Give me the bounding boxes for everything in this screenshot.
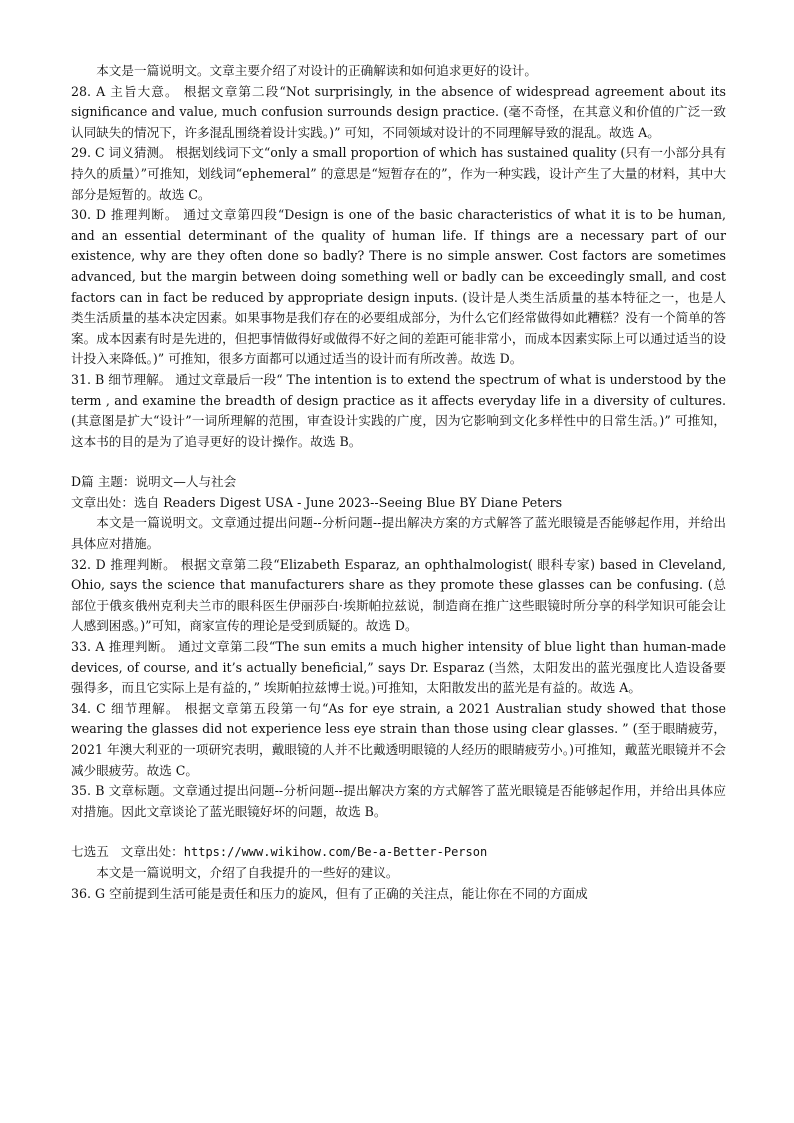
- answer-33: 33. A 推理判断。 通过文章第二段“The sun emits a much higher intensity of blue light than human-made devices, of course, and it’s actually beneficial,” says Dr. Esparaz (当然，太阳发出的蓝光强度比人造设备要强得多，而且它实际上是有益的，” 埃斯帕拉兹博士说。)可推知，太阳散发出的蓝光是有益的。故选 A。: [71, 639, 726, 696]
- answer-32: 32. D 推理判断。 根据文章第二段“Elizabeth Esparaz, an ophthalmologist( 眼科专家) based in Cleveland, Ohio, says the science that manufacturers share as they promote these glasses can be confusing. (总部位于俄亥俄州克利夫兰市的眼科医生伊丽莎白·埃斯帕拉兹说，制造商在推广这些眼镜时所分享的科学知识可能会让人感到困惑。)”可知，商家宣传的理论是受到质疑的。故选 D。: [71, 556, 726, 634]
- section-gap: [71, 452, 726, 472]
- section-gap: [71, 822, 726, 842]
- passage-d-header: D篇 主题：说明文—人与社会: [71, 474, 237, 490]
- document-page: [71, 61, 726, 904]
- passage-d-source: 文章出处：选自 Readers Digest USA - June 2023--Seeing Blue BY Diane Peters: [71, 494, 563, 510]
- answer-30: 30. D 推理判断。 通过文章第四段“Design is one of the basic characteristics of what it is to be human, and an essential determinant of the quality of human life. If things are a necessary part of our existence, why are they often done so badly? There is no simple answer. Cost factors are sometimes advanced, but the margin between doing something well or badly can be exceedingly small, and cost factors can in fact be reduced by appropriate design inputs. (设计是人类生活质量的基本特征之一，也是人类生活质量的基本决定因素。如果事物是我们存在的必要组成部分，为什么它们经常做得如此糟糕？没有一个简单的答案。成本因素有时是先进的，但把事情做得好或做得不好之间的差距可能非常小，而成本因素实际上可以通过适当的设计投入来降低。)” 可推知，很多方面都可以通过适当的设计而有所改善。故选 D。: [71, 207, 726, 367]
- answer-28: 28. A 主旨大意。 根据文章第二段“Not surprisingly, in the absence of widespread agreement about its significance and value, much confusion surrounds design practice. (毫不奇怪，在其意义和价值的广泛一致认同缺失的情况下，许多混乱围绕着设计实践。)” 可知，不同领域对设计的不同理解导致的混乱。故选 A。: [71, 83, 726, 140]
- passage-c-summary: 本文是一篇说明文。文章主要介绍了对设计的正确解读和如何追求更好的设计。: [96, 63, 537, 78]
- source-url: https://www.wikihow.com/Be-a-Better-Person: [183, 845, 488, 860]
- source-label: 文章出处：: [120, 844, 184, 860]
- seven-choose-five-summary: 本文是一篇说明文，介绍了自我提升的一些好的建议。: [96, 864, 399, 880]
- answer-34: 34. C 细节理解。 根据文章第五段第一句“As for eye strain, a 2021 Australian study showed that those wearing the glasses did not experience less eye strain than those using clear glasses. ” (至于眼睛疲劳， 2021 年澳大利亚的一项研究表明，戴眼镜的人并不比戴透明眼镜的人经历的眼睛疲劳小。)可推知，戴蓝光眼镜并不会减少眼疲劳。故选 C。: [71, 700, 726, 778]
- answer-36: 36. G 空前提到生活可能是责任和压力的旋风，但有了正确的关注点，能让你在不同的方面成: [71, 885, 588, 901]
- answer-29: 29. C 词义猜测。 根据划线词下文“only a small proportion of which has sustained quality (只有一小部分具有持久的质量）”可推知，划线词“ephemeral” 的意思是“短暂存在的”，作为一种实践，设计产生了大量的材料，其中大部分是短暂的。故选 C。: [71, 145, 726, 202]
- passage-d-summary: 本文是一篇说明文。文章通过提出问题--分析问题--提出解决方案的方式解答了蓝光眼镜是否能够起作用，并给出具体应对措施。: [71, 515, 726, 552]
- section-title: 七选五: [71, 844, 109, 860]
- answer-35: 35. B 文章标题。文章通过提出问题--分析问题--提出解决方案的方式解答了蓝光眼镜是否能够起作用，并给出具体应对措施。因此文章谈论了蓝光眼镜好坏的问题，故选 B。: [71, 783, 726, 819]
- answer-31: 31. B 细节理解。 通过文章最后一段“ The intention is to extend the spectrum of what is understood by the term , and examine the breadth of design practice as it affects everyday life in a diversity of cultures. (其意图是扩大“设计”一词所理解的范围，审查设计实践的广度，因为它影响到文化多样性中的日常生活。)” 可推知，这本书的目的是为了追寻更好的设计操作。故选 B。: [71, 371, 726, 449]
- seven-choose-five-header: [71, 842, 726, 863]
